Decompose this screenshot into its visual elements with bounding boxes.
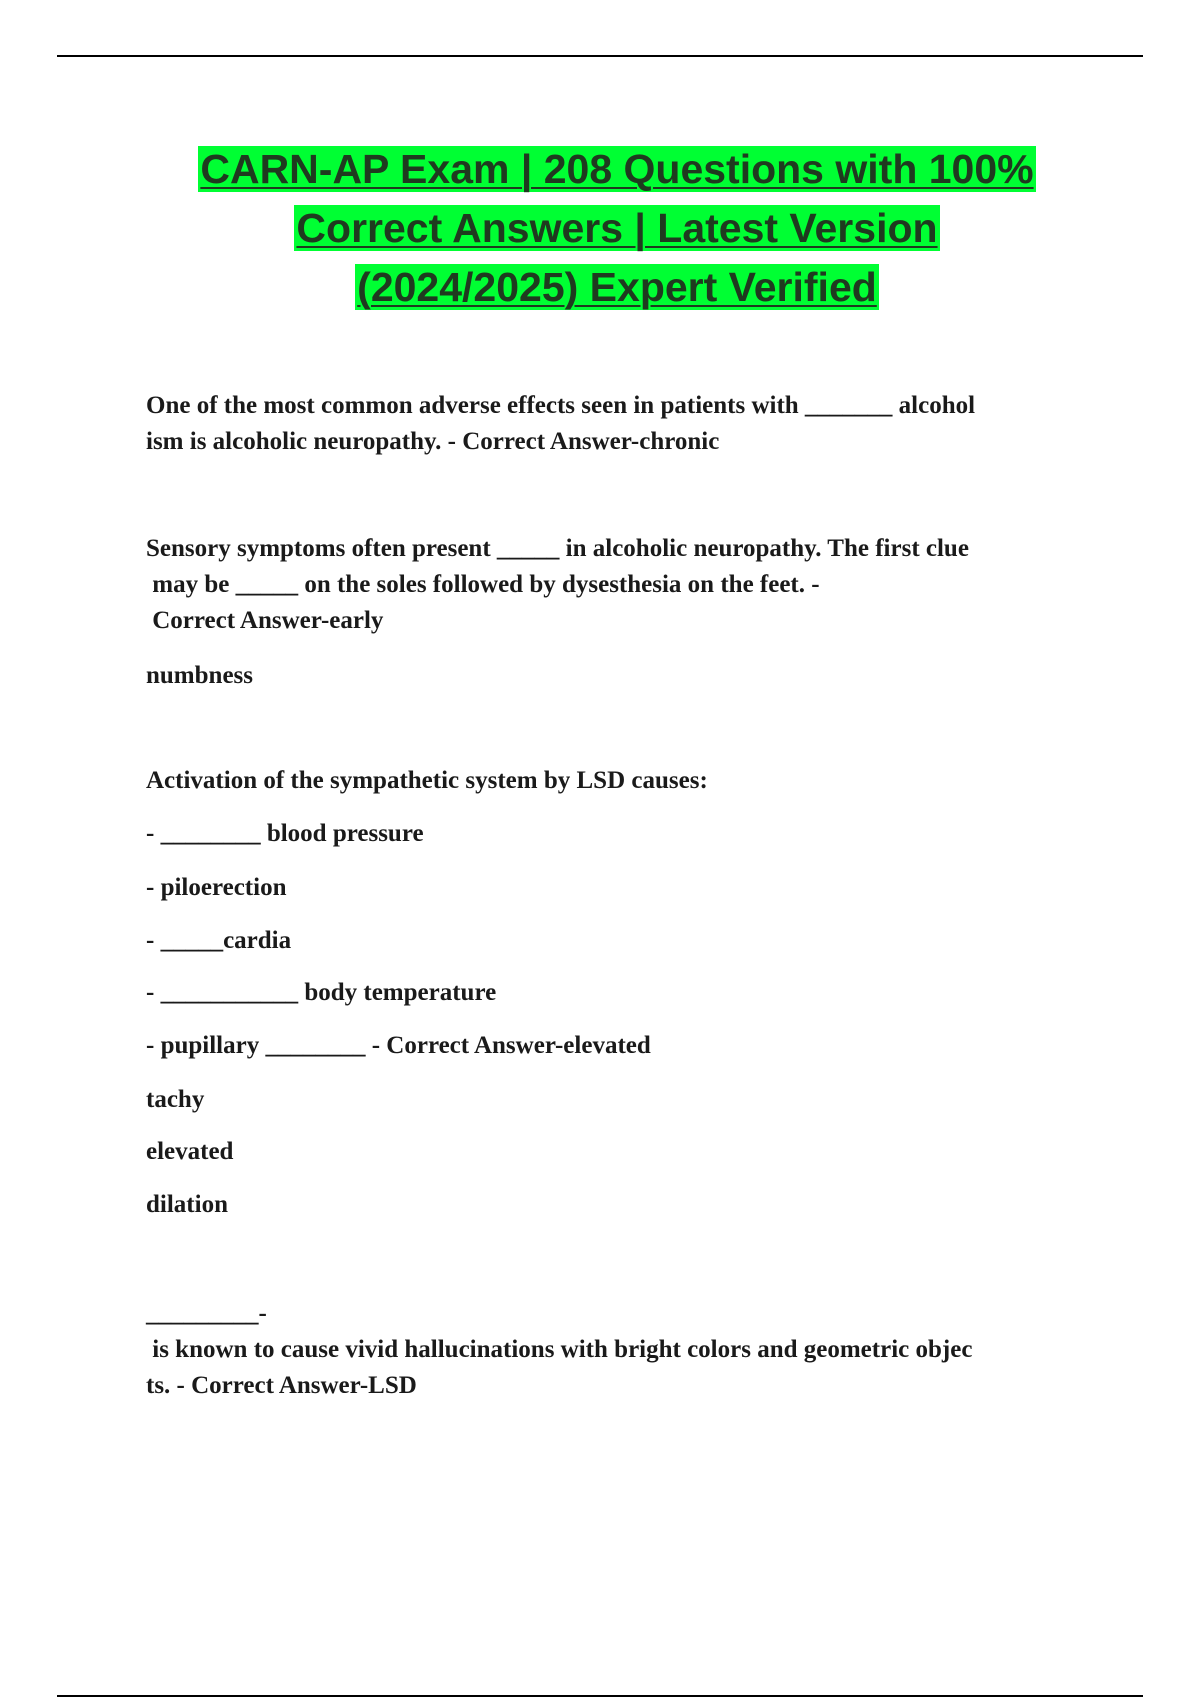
- question-3-item-2: - piloerection: [146, 874, 287, 901]
- title-line-1: CARN-AP Exam | 208 Questions with 100%: [200, 146, 1034, 192]
- question-4-line-3: ts. - Correct Answer-LSD: [146, 1372, 417, 1399]
- question-3-item-8: dilation: [146, 1191, 228, 1218]
- question-1: [146, 388, 1096, 460]
- question-3-item-6: tachy: [146, 1086, 205, 1113]
- question-4-line-1: _________-: [146, 1300, 267, 1327]
- question-3-stem: Activation of the sympathetic system by LSD causes:: [146, 767, 708, 794]
- bottom-rule: [57, 1695, 1143, 1697]
- top-rule: [57, 55, 1143, 57]
- question-3-item-1: - ________ blood pressure: [146, 820, 424, 847]
- question-3-item-7: elevated: [146, 1138, 234, 1165]
- question-2-line-2: may be _____ on the soles followed by dysesthesia on the feet. -: [146, 571, 820, 598]
- question-1-line-2: ism is alcoholic neuropathy. - Correct Answer-chronic: [146, 428, 720, 455]
- question-3-item-3: - _____cardia: [146, 927, 292, 954]
- title-line-2: Correct Answers | Latest Version: [296, 205, 938, 251]
- question-1-line-1: One of the most common adverse effects seen in patients with _______ alcohol: [146, 392, 976, 419]
- question-2-line-3: Correct Answer-early: [146, 607, 384, 634]
- question-2: [146, 531, 1096, 639]
- question-4-line-2: is known to cause vivid hallucinations with bright colors and geometric objec: [146, 1336, 973, 1363]
- title-line-3: (2024/2025) Expert Verified: [357, 264, 877, 310]
- question-4: [146, 1296, 1096, 1404]
- document-title: [100, 140, 1134, 317]
- question-3-item-5: - pupillary ________ - Correct Answer-elevated: [146, 1032, 651, 1059]
- question-3-item-4: - ___________ body temperature: [146, 979, 497, 1006]
- question-2-answer-extra: numbness: [146, 662, 253, 689]
- question-2-line-1: Sensory symptoms often present _____ in alcoholic neuropathy. The first clue: [146, 535, 969, 562]
